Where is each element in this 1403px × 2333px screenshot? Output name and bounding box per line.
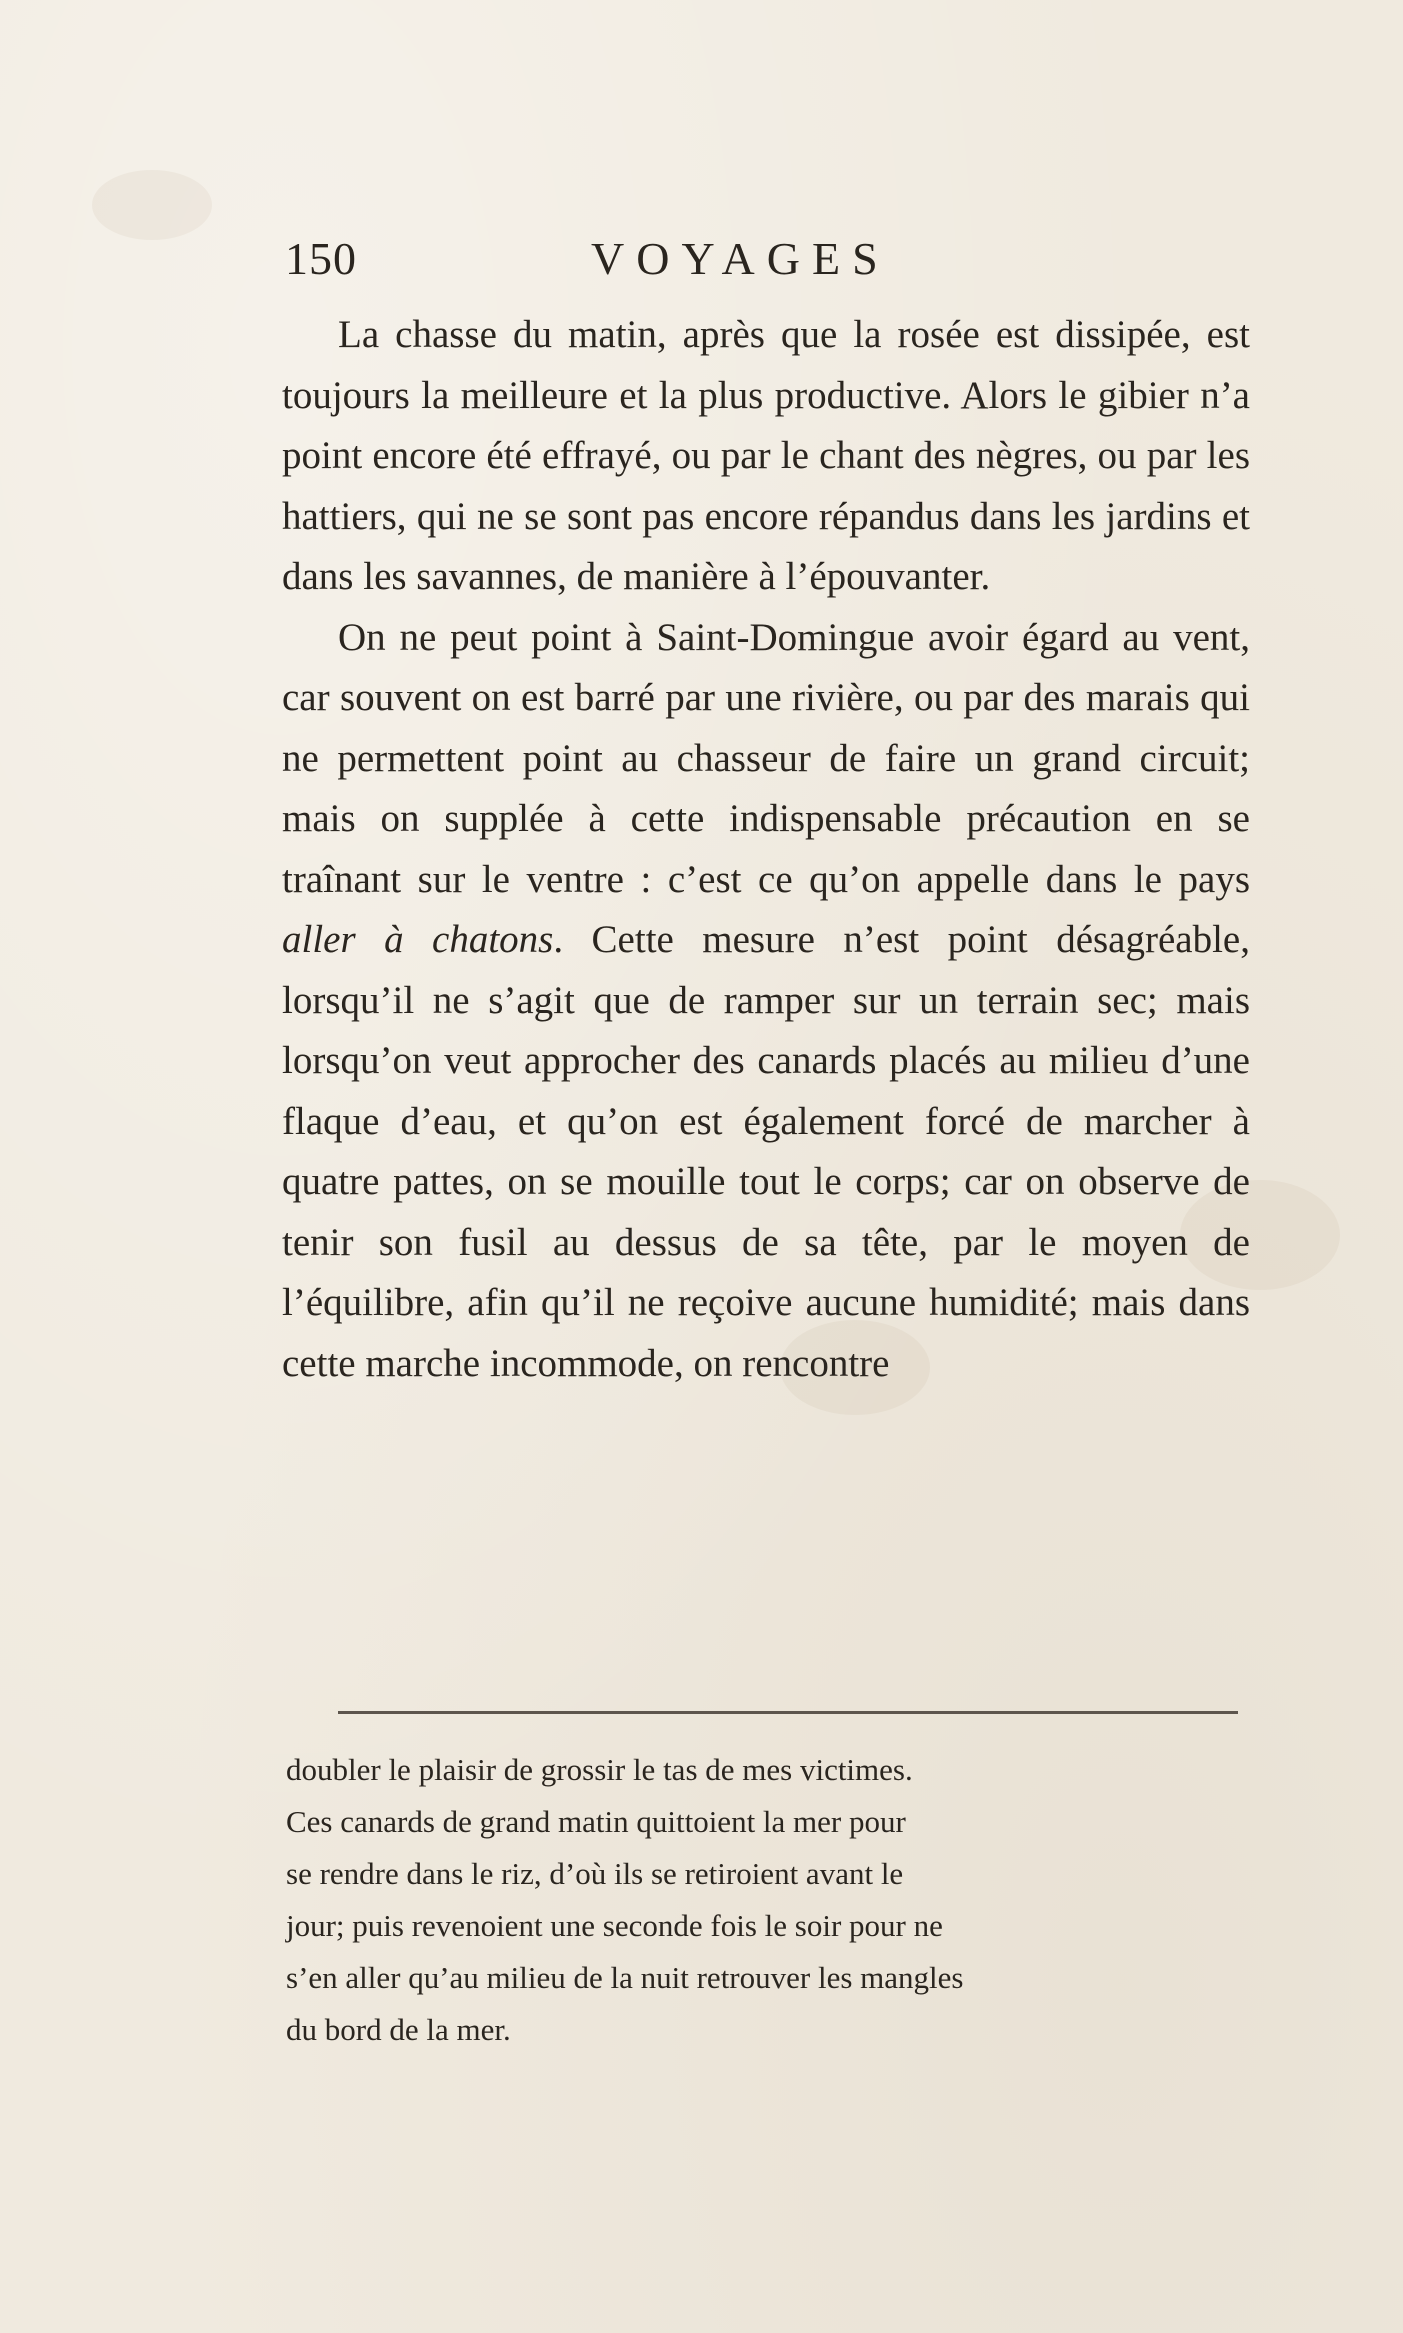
running-head <box>285 232 935 292</box>
footnote-rule <box>338 1711 1238 1714</box>
paragraph-2-before: On ne peut point à Saint-Domingue avoir égard au vent, car souvent on est barré par une rivière, ou par des marais qui ne permettent point au chasseur de faire un grand circuit; mais on supplée à cette indispensable précaution en se traînant sur le ventre : c’est ce qu’on appelle dans le pays <box>282 615 1250 901</box>
footnote-line: se rendre dans le riz, d’où ils se retiroient avant le <box>286 1856 904 1891</box>
paragraph-2 <box>282 608 1250 1395</box>
footnote-line: doubler le plaisir de grossir le tas de mes victimes. <box>286 1752 913 1787</box>
footnote-line: jour; puis revenoient une seconde fois le soir pour ne <box>286 1908 943 1943</box>
footnote-line: du bord de la mer. <box>286 2012 511 2047</box>
running-title: VOYAGES <box>591 233 890 284</box>
italic-phrase: aller à chatons <box>282 918 554 961</box>
main-text <box>282 305 1250 1394</box>
footnote-line: Ces canards de grand matin quittoient la mer pour <box>286 1804 906 1839</box>
page-number: 150 <box>285 233 357 284</box>
paragraph-2-after: . Cette mesure n’est point désagréable, lorsqu’il ne s’agit que de ramper sur un terrain sec; mais lorsqu’on veut approcher des canards placés au milieu d’une flaque d’eau, et qu’on est également forcé de marcher à quatre pattes, on se mouille tout le corps; car on observe de tenir son fusil au dessus de sa tête, par le moyen de l’équilibre, afin qu’il ne reçoive aucune humidité; mais dans cette marche incommode, on rencontre <box>282 918 1250 1385</box>
paragraph-1: La chasse du matin, après que la rosée est dissipée, est toujours la meilleure et la plus productive. Alors le gibier n’a point encore été effrayé, ou par le chant des nègres, ou par les hattiers, qui ne se sont pas encore répandus dans les jardins et dans les savannes, de manière à l’épouvanter. <box>282 313 1250 598</box>
footnote-line: s’en aller qu’au milieu de la nuit retrouver les mangles <box>286 1960 964 1995</box>
paper-stain <box>92 170 212 240</box>
footnote <box>286 1744 1252 2056</box>
